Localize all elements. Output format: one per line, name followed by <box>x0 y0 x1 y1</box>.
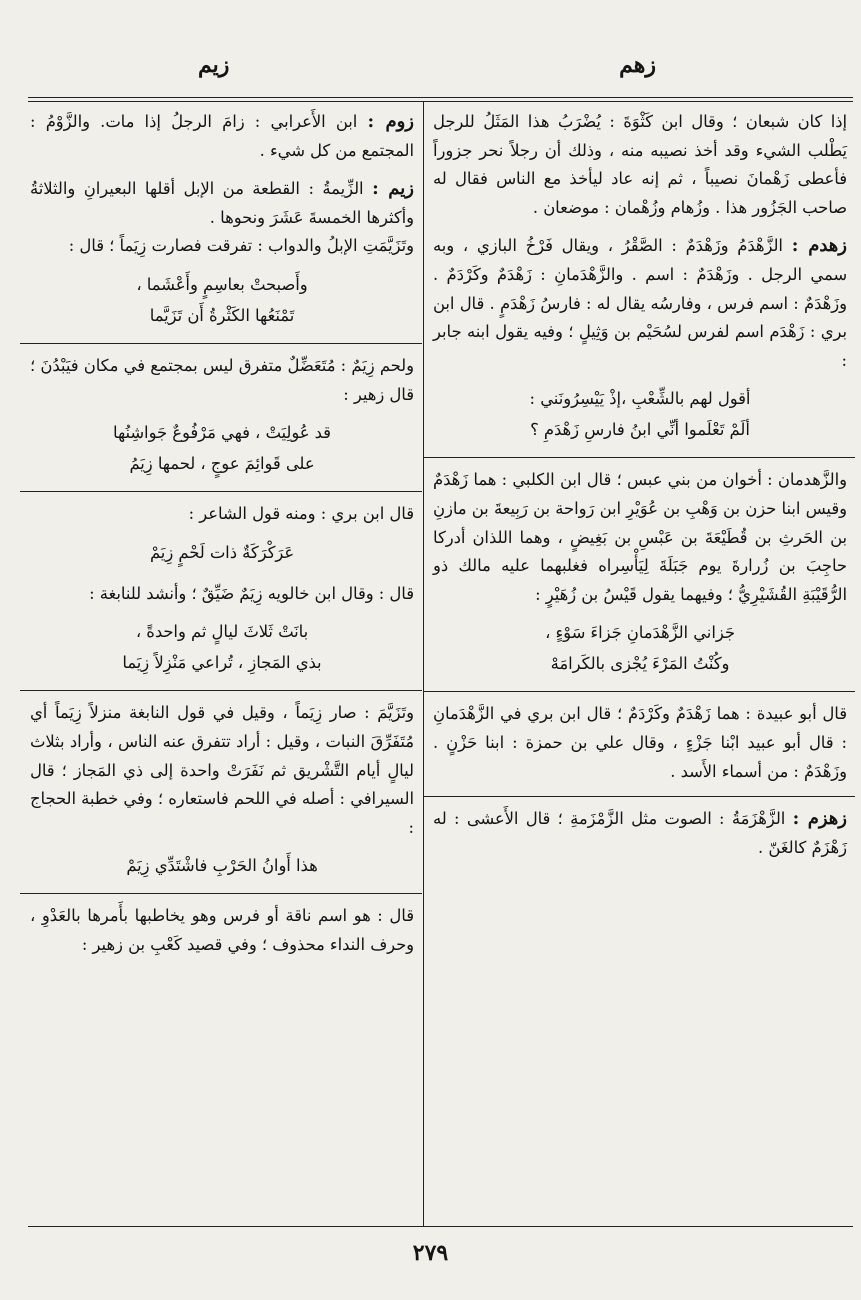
verse-line: أقول لهم بالشِّعْبِ ،إذْ يَيْسِرُونَني : <box>529 389 751 409</box>
running-header-right: زهم <box>619 52 656 78</box>
right-column <box>433 108 847 872</box>
poetry-verse <box>433 617 847 679</box>
entry-zaym <box>30 175 414 331</box>
poetry-verse <box>30 850 414 881</box>
verse-separator <box>20 343 422 344</box>
verse-line: قد عُولِيَتْ ، فهي مَرْفُوعٌ جَواشِنُها <box>113 423 331 443</box>
verse-line: جَزاني الزَّهْدَمانِ جَزاءَ سَوْءٍ ، <box>545 623 735 643</box>
entry-ibn-khalawayh <box>30 580 414 679</box>
entry-abu-ubayda <box>433 700 847 786</box>
running-header-left: زيم <box>198 52 230 78</box>
entry-text: ولحم زِيَمٌ : مُتَعَضِّلٌ متفرق ليس بمجتمع في مكان فيَبْدُنَ ؛ قال زهير : <box>30 355 414 404</box>
entry-text: الزَّهْدَمُ وزَهْدَمٌ : الصَّقْرُ ، ويقال فَرْخُ البازي ، وبه سمي الرجل . وزَهْدَمٌ : اسم . والزَّهْدَمانِ : زَهْدَمٌ وكَرْدَمٌ . وزَهْدَمٌ : اسم فرس ، وفارسُه يقال له : فارسُ زَهْدَمٍ . قال ابن بري : زَهْدَم اسم لفرس لسُحَيْم بن وَثِيلٍ ؛ وفيه يقول ابنه جابر : <box>433 236 847 370</box>
entry-zahdaman <box>433 466 847 679</box>
entry-text: قال : وقال ابن خالويه زِيَمٌ ضَيِّقٌ ؛ وأنشد للنابغة : <box>89 583 414 603</box>
verse-separator <box>20 491 422 492</box>
page-number: ٢٧٩ <box>412 1240 449 1266</box>
entry-zahdam <box>433 232 847 445</box>
entry-ibn-barri <box>30 500 414 568</box>
entry-body <box>30 108 414 165</box>
verse-separator <box>423 691 855 692</box>
entry-closing <box>30 902 414 959</box>
poetry-verse <box>30 616 414 678</box>
entry-headword: زيم : <box>372 178 414 200</box>
entry-text: إذا كان شبعان ؛ وقال ابن كَثْوَةَ : يُضْرَبُ هذا المَثَلُ للرجل يَطْلب الشيء وقد أخذ نصيبه منه ، وذلك أن رجلاً نحر جزوراً فأعطى زَهْمانَ نصيباً ، ثم إنه عاد ليأخذ مع الناس فقال له صاحب الجَزُور هذا . وزُهام وزُهْمان : موضعان . <box>433 112 847 217</box>
poetry-verse <box>30 537 414 568</box>
entry-headword: زهزم : <box>792 808 847 830</box>
verse-line: وكُنْتُ المَرْءَ يُجْزى بالكَرامَهْ <box>550 654 730 674</box>
entry-lahm-ziyam <box>30 352 414 479</box>
left-column <box>30 108 414 970</box>
entry-headword: زوم : <box>367 111 414 132</box>
poetry-verse <box>30 417 414 479</box>
entry-text: قال : هو اسم ناقة أو فرس وهو يخاطبها بأَمرها بالعَدْوِ ، وحرف النداء محذوف ؛ وفي قصيد كَعْبِ بن زهير : <box>30 906 414 954</box>
entry-text: وتَزَيَّمَتِ الإبلُ والدواب : تفرقت فصارت زِيَماً ؛ قال : <box>68 236 414 256</box>
verse-line: بانَتْ ثَلاثَ ليالٍ ثم واحدةً ، <box>135 622 309 642</box>
entry-zawm <box>30 108 414 165</box>
verse-line: ألَمْ تَعْلَموا أنِّي ابنُ فارسِ زَهْدَمِ ؟ <box>530 420 750 440</box>
verse-line: هذا أَوانُ الحَرْبِ فاشْتَدِّي زِيَمْ <box>126 856 318 876</box>
entry-body <box>433 232 847 375</box>
verse-line: عَرَكْرَكَةٌ ذات لَحْمٍ زِيَمْ <box>149 542 295 562</box>
entry-text: الزَّهْزَمَةُ : الصوت مثل الزَّمْزَمةِ ؛ قال الأَعشى : له زَهْزَمٌ كالغَنّ . <box>433 809 847 857</box>
poetry-verse <box>30 269 414 331</box>
entry-text: ابن الأَعرابي : زامَ الرجلُ إذا مات. والزَّوْمُ : المجتمع من كل شيء . <box>30 112 414 160</box>
entry-text: والزَّهدمان : أخوان من بني عبس ؛ قال ابن الكلبي : هما زَهْدَمٌ وقيس ابنا حزن بن وَهْبِ بن عُوَيْرِ ابن رَواحة بن رَبِيعةَ بن مازنِ بن الحَرثِ بن قُطَيْعَةَ بن عَبْسِ بن بَغِيضٍ ، وهما اللذان أدركا حاجِبَ بن زُرارةَ يوم جَبَلَةَ لِيَأْسِراه فغلبهما عليه مالك ذو الرُّقَيْبَةِ القُشَيْرِيُّ ؛ وفيهما يقول قَيْسُ بن زُهَيْرٍ : <box>433 470 847 604</box>
verse-separator <box>20 893 422 894</box>
entry-text: الزِّيمةُ : القطعة من الإبل أقلها البعيرانِ والثلاثةُ وأكثرها الخمسةَ عَشَرَ ونحوها . <box>30 179 414 227</box>
verse-separator <box>20 690 422 691</box>
column-divider <box>423 101 424 1226</box>
entry-separator <box>423 796 855 797</box>
entry-headword: زهدم : <box>791 235 847 257</box>
entry-text: قال ابن بري : ومنه قول الشاعر : <box>188 504 414 524</box>
header-rule <box>28 97 853 98</box>
footer-rule <box>28 1226 853 1227</box>
verse-line: بذي المَجازِ ، تُراعي مَنْزِلاً زِيَما <box>122 653 322 673</box>
entry-text: وتَزَيَّمَ : صار زِيَماً ، وقيل في قول النابغة منزلاً زِيَماً أي مُتَفَرِّقَ النبات ، وقيل : أراد تتفرق عنه الناس ، وأراد بثلاث ليالٍ أيام التَّشْريق ثم نَفَرَتْ واحدة إلى ذي المَجاز ؛ قال السيرافي : أصله في اللحم فاستعاره ؛ وفي خطبة الحجاج : <box>30 703 414 837</box>
entry-text: قال أبو عبيدة : هما زَهْدَمٌ وكَرْدَمٌ ؛ قال ابن بري في الزَّهْدَمانِ : قال أبو عبيد ابْنا جَزْءٍ ، وقال علي بن حمزة : ابنا حَزْنٍ . وزَهْدَمٌ : من أسماء الأَسد . <box>433 704 847 781</box>
poetry-verse <box>433 383 847 445</box>
entry-tazayyam <box>30 699 414 881</box>
verse-line: تَمْنَعُها الكَثْرةُ أَن تَزَيَّما <box>149 305 295 325</box>
verse-line: على قَوائِمَ عوجٍ ، لحمها زِيَمُ <box>129 454 315 474</box>
entry-zahm-continued <box>433 108 847 222</box>
header-rule-inner <box>28 101 853 102</box>
entry-body <box>30 175 414 232</box>
verse-line: وأَصبحتْ بعاسِمٍ وأَعْشَما ، <box>136 274 308 294</box>
entry-zahzam <box>433 805 847 862</box>
entry-body <box>433 805 847 862</box>
verse-separator <box>423 457 855 458</box>
